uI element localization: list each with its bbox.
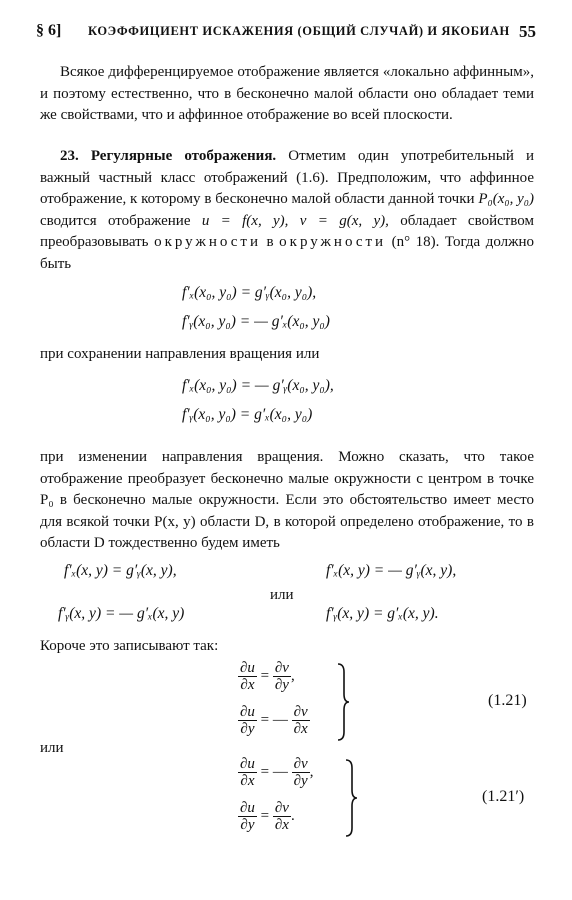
system-equation: $\frac{\partial u}{\partial y}$ = — $\frac{\partial v}{\partial x}$ bbox=[240, 704, 308, 737]
or-label: или bbox=[40, 740, 64, 756]
mapping-formula: u = f(x, y), v = g(x, y), bbox=[201, 212, 389, 229]
fraction: $\frac{\partial u}{\partial y}$ bbox=[240, 800, 255, 833]
paragraph-text: сводится отображение bbox=[40, 212, 202, 229]
equation-number: (1.21′) bbox=[482, 788, 525, 805]
paragraph-text: (n° 18). Тогда должно быть bbox=[40, 234, 535, 272]
identity-formula: f′ₓ(x, y) = — g′ᵧ(x, y), bbox=[326, 562, 457, 579]
formula-line: f′ᵧ(x₀, y₀) = g′ₓ(x₀, y₀) bbox=[182, 406, 313, 423]
paragraph-text: обладает свойством преобразовывать bbox=[40, 212, 534, 250]
page-number: 55 bbox=[519, 22, 536, 41]
formula-line: f′ₓ(x₀, y₀) = g′ᵧ(x₀, y₀), bbox=[182, 284, 317, 301]
paragraph-regular-maps bbox=[40, 146, 534, 275]
system-equation: $\frac{\partial u}{\partial x}$ = $\frac{\partial v}{\partial y}$ , bbox=[240, 660, 295, 693]
paragraph-text: в bbox=[260, 234, 280, 250]
fraction: $\frac{\partial v}{\partial x}$ bbox=[274, 800, 289, 833]
paragraph-text: Отметим один употребительный и важный частный класс отображений (1.6). Предположим, что аффинное отображение, к которому в бесконечно малой области данной точки bbox=[40, 148, 535, 207]
connector-text: при сохранении направления вращения или bbox=[40, 346, 320, 362]
running-header bbox=[36, 22, 536, 46]
identity-formula: f′ₓ(x, y) = g′ᵧ(x, y), bbox=[64, 562, 177, 579]
spaced-word: окружности bbox=[279, 234, 387, 250]
formula-line: f′ₓ(x₀, y₀) = — g′ᵧ(x₀, y₀), bbox=[182, 377, 334, 394]
system-equation: $\frac{\partial u}{\partial y}$ = $\frac{\partial v}{\partial x}$ . bbox=[240, 800, 295, 833]
shorter-text: Короче это записывают так: bbox=[40, 638, 219, 654]
fraction: $\frac{\partial u}{\partial y}$ bbox=[240, 704, 255, 737]
paragraph-identities-intro: при изменении направления вращения. Можно сказать, что такое отображение преобразует бесконечно малые окружности с центром в точке P₀ в бесконечно малые окружности. Если это обстоятельство имеет место для всякой точки P(x, y) области D, в которой определено отображение, то в области D тождественно будем иметь bbox=[40, 449, 534, 551]
right-brace bbox=[336, 662, 350, 742]
spaced-word: окружности bbox=[154, 234, 261, 250]
fraction: $\frac{\partial v}{\partial y}$ bbox=[274, 660, 289, 693]
paragraph-locally-affine: Всякое дифференцируемое отображение является «локально аффинным», и поэтому естественно, что в бесконечно малой области оно обладает теми же свойствами, что и аффинное отображение во всей плоскости. bbox=[40, 64, 534, 123]
section-marker: § 6] bbox=[36, 22, 62, 39]
header-title: КОЭФФИЦИЕНТ ИСКАЖЕНИЯ (ОБЩИЙ СЛУЧАЙ) И ЯКОБИАН bbox=[88, 24, 510, 38]
fraction: $\frac{\partial v}{\partial y}$ bbox=[293, 756, 308, 789]
equation-number: (1.21) bbox=[488, 692, 527, 709]
or-word: или bbox=[270, 587, 294, 603]
section-heading: 23. Регулярные отображения. bbox=[60, 148, 277, 164]
fraction: $\frac{\partial u}{\partial x}$ bbox=[240, 756, 255, 789]
fraction: $\frac{\partial v}{\partial x}$ bbox=[293, 704, 308, 737]
fraction: $\frac{\partial u}{\partial x}$ bbox=[240, 660, 255, 693]
point-notation: P₀(x₀, y₀) bbox=[478, 191, 534, 207]
identity-formula: f′ᵧ(x, y) = — g′ₓ(x, y) bbox=[58, 605, 185, 622]
formula-line: f′ᵧ(x₀, y₀) = — g′ₓ(x₀, y₀) bbox=[182, 313, 330, 330]
system-equation: $\frac{\partial u}{\partial x}$ = — $\frac{\partial v}{\partial y}$ , bbox=[240, 756, 314, 789]
right-brace bbox=[344, 758, 358, 838]
identity-formula: f′ᵧ(x, y) = g′ₓ(x, y). bbox=[326, 605, 439, 622]
